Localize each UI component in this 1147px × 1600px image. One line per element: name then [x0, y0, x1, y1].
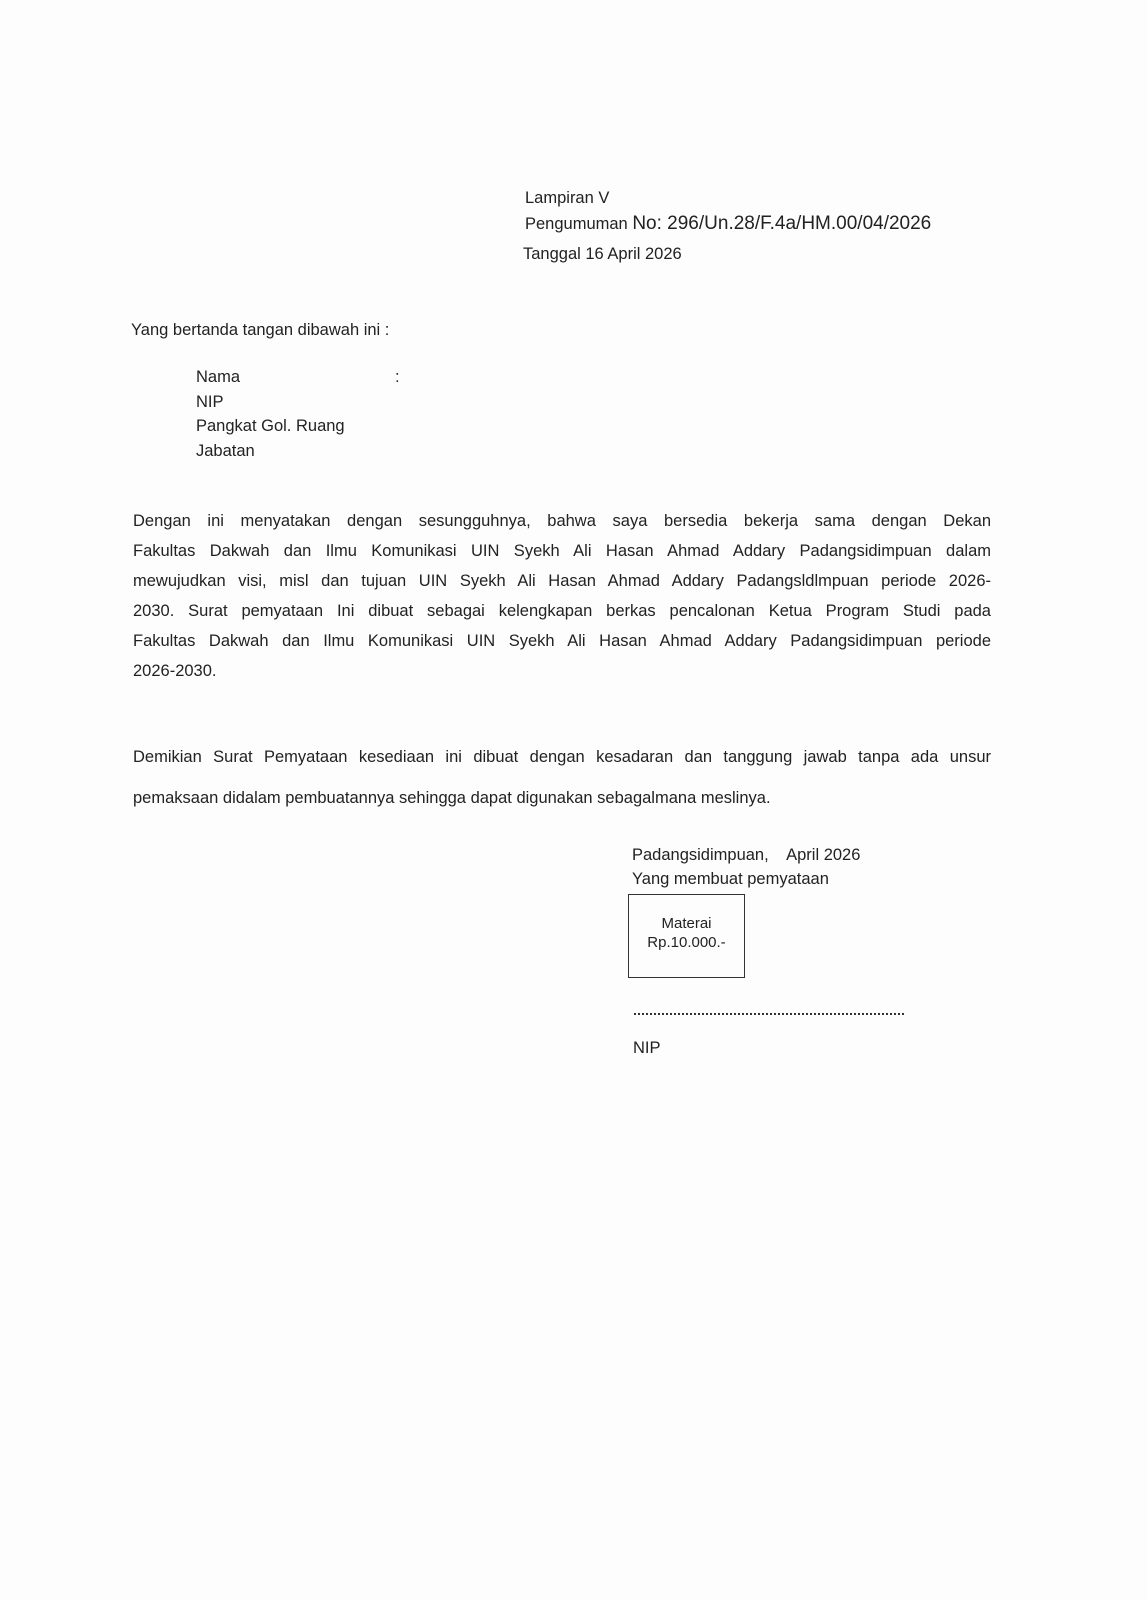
stamp-label: Materai [661, 915, 712, 932]
maker-label: Yang membuat pemyataan [632, 870, 829, 888]
signature-nip: NIP [633, 1039, 661, 1057]
statement-line: Fakultas Dakwah dan Ilmu Komunikasi UIN Syekh Ali Hasan Ahmad Addary Padangsidimpuan dalam [133, 542, 991, 560]
statement-line: Dengan ini menyatakan dengan sesungguhnya, bahwa saya bersedia bekerja sama dengan Dekan [133, 512, 991, 530]
statement-line: mewujudkan visi, misl dan tujuan UIN Syekh Ali Hasan Ahmad Addary Padangsldlmpuan periode 2026- [133, 572, 991, 590]
materai-stamp-box [628, 894, 745, 978]
statement-paragraph [133, 506, 991, 686]
lampiran-label: Lampiran V [525, 189, 610, 207]
statement-line: Fakultas Dakwah dan Ilmu Komunikasi UIN Syekh Ali Hasan Ahmad Addary Padangsidimpuan periode [133, 632, 991, 650]
field-nama-separator: : [395, 368, 400, 386]
place-date: Padangsidimpuan, April 2026 [632, 846, 861, 864]
field-nama: Nama [196, 368, 241, 386]
field-nip: NIP [196, 393, 224, 411]
pengumuman-number: No: 296/Un.28/F.4a/HM.00/04/2026 [632, 213, 932, 234]
tanggal-label: Tanggal 16 April 2026 [523, 245, 682, 263]
statement-line: 2026-2030. [133, 662, 217, 680]
field-pangkat: Pangkat Gol. Ruang [196, 417, 345, 435]
pengumuman-label: Pengumuman [525, 215, 628, 233]
field-jabatan: Jabatan [196, 442, 255, 460]
closing-paragraph [133, 737, 991, 819]
signature-dotted-line [634, 1013, 904, 1015]
stamp-value: Rp.10.000.- [647, 934, 726, 951]
closing-line: pemaksaan didalam pembuatannya sehingga dapat digunakan sebagalmana meslinya. [133, 789, 771, 807]
pengumuman-line [525, 214, 931, 234]
closing-line: Demikian Surat Pemyataan kesediaan ini dibuat dengan kesadaran dan tanggung jawab tanpa ada unsur [133, 748, 991, 766]
intro-text: Yang bertanda tangan dibawah ini : [131, 321, 390, 339]
statement-line: 2030. Surat pemyataan Ini dibuat sebagai kelengkapan berkas pencalonan Ketua Program Studi pada [133, 602, 991, 620]
